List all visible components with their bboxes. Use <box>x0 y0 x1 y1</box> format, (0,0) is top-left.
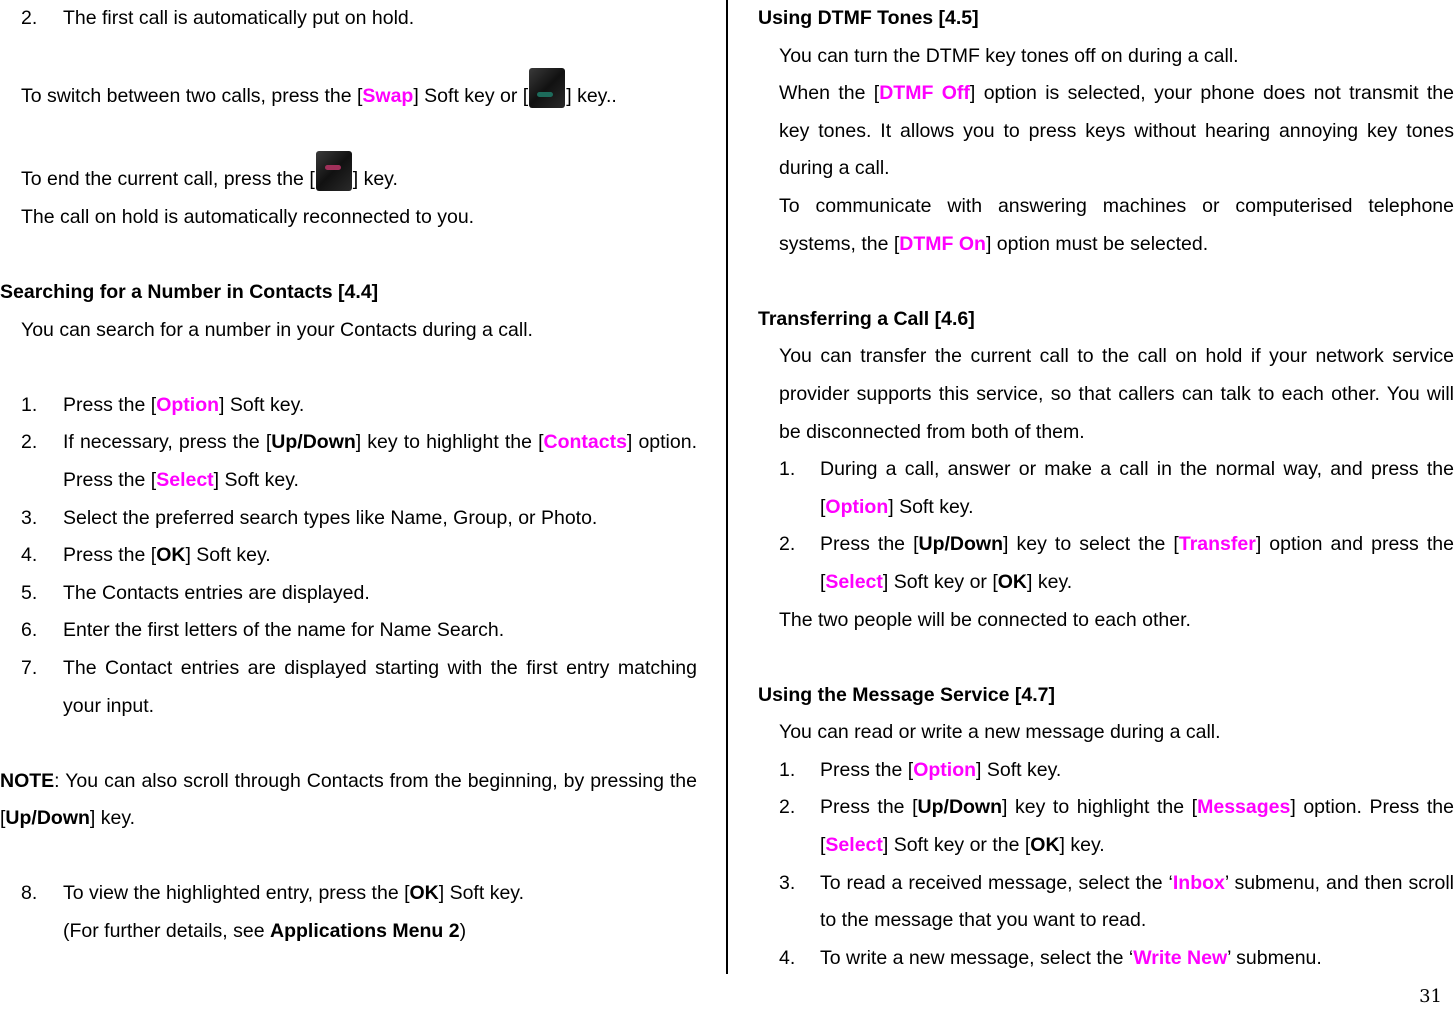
page-number: 31 <box>1419 986 1442 1007</box>
note-label: NOTE <box>0 769 55 792</box>
list-item: 2. Press the [Up/Down] key to select the [Transfer] option and press the [Select] Soft key or [OK] key. <box>779 533 1454 593</box>
option-soft-key-label: Option <box>825 495 889 518</box>
up-down-key-label: Up/Down <box>918 533 1003 556</box>
left-column <box>0 0 697 951</box>
list-item: 4. To write a new message, select the ‘Write New’ submenu. <box>779 946 1322 969</box>
inbox-submenu-label: Inbox <box>1172 871 1225 894</box>
dtmf-off-paragraph: When the [DTMF Off] option is selected, your phone does not transmit the key tones. It allows you to press keys without hearing annoying key tones during a call. <box>779 82 1454 180</box>
dtmf-on-paragraph: To communicate with answering machines or computerised telephone systems, the [DTMF On] option must be selected. <box>779 194 1454 255</box>
select-soft-key-label: Select <box>156 468 214 491</box>
send-key-icon <box>529 68 565 108</box>
option-soft-key-label: Option <box>913 758 977 781</box>
select-soft-key-label: Select <box>825 834 883 857</box>
list-item: 2. Press the [Up/Down] key to highlight the [Messages] option. Press the [Select] Soft key or the [OK] key. <box>779 796 1454 857</box>
applications-menu-reference: Applications Menu 2 <box>270 920 460 943</box>
list-item: 1. Press the [Option] Soft key. <box>21 393 305 416</box>
ok-key-label: OK <box>1030 834 1060 857</box>
end-key-icon <box>316 151 352 191</box>
up-down-key-label: Up/Down <box>917 796 1003 819</box>
list-text: The first call is automatically put on hold. <box>63 7 415 29</box>
reconnect-text: The call on hold is automatically reconnected to you. <box>21 205 475 228</box>
select-soft-key-label: Select <box>825 570 883 593</box>
list-item: 5. The Contacts entries are displayed. <box>21 581 370 604</box>
list-number: 2. <box>21 7 38 29</box>
column-divider <box>726 0 728 974</box>
dtmf-on-option-label: DTMF On <box>899 232 986 255</box>
search-heading: Searching for a Number in Contacts [4.4] <box>0 280 379 303</box>
swap-instruction: To switch between two calls, press the [Swap] Soft key or [ ] key.. <box>0 68 697 116</box>
dtmf-heading: Using DTMF Tones [4.5] <box>758 7 979 29</box>
ok-key-label: OK <box>997 570 1028 593</box>
list-item: 1. Press the [Option] Soft key. <box>779 758 1062 781</box>
search-intro: You can search for a number in your Contacts during a call. <box>21 318 533 341</box>
list-item: 3. To read a received message, select the ‘Inbox’ submenu, and then scroll to the message that you want to read. <box>779 871 1454 932</box>
note-paragraph: NOTE: You can also scroll through Contacts from the beginning, by pressing the [Up/Down] key. <box>0 769 697 830</box>
message-heading: Using the Message Service [4.7] <box>758 683 1055 706</box>
transfer-intro: You can transfer the current call to the call on hold if your network service provider supports this service, so that callers can talk to each other. You will be disconnected from both of them. <box>779 345 1454 443</box>
right-column <box>758 0 1454 977</box>
list-item: 4. Press the [OK] Soft key. <box>21 544 271 567</box>
dtmf-text: You can turn the DTMF key tones off on during a call. <box>779 44 1239 67</box>
transfer-option-label: Transfer <box>1178 533 1256 556</box>
list-item: 2. If necessary, press the [Up/Down] key to highlight the [Contacts] option. Press the [Select] Soft key. <box>21 431 697 491</box>
message-intro: You can read or write a new message during a call. <box>779 721 1221 744</box>
list-item: 1. During a call, answer or make a call in the normal way, and press the [Option] Soft key. <box>779 458 1454 518</box>
up-down-key-label: Up/Down <box>271 431 356 454</box>
transfer-heading: Transferring a Call [4.6] <box>758 307 975 330</box>
write-new-submenu-label: Write New <box>1133 946 1228 969</box>
ok-key-label: OK <box>156 544 186 567</box>
ok-key-label: OK <box>409 882 439 905</box>
end-call-instruction: To end the current call, press the [ ] key. <box>0 151 697 199</box>
transfer-outro: The two people will be connected to each other. <box>779 608 1191 631</box>
list-item <box>0 0 697 38</box>
list-item: 8. To view the highlighted entry, press the [OK] Soft key. (For further details, see Applications Menu 2) <box>21 882 525 943</box>
list-item: 7. The Contact entries are displayed starting with the first entry matching your input. <box>21 656 697 717</box>
messages-option-label: Messages <box>1197 796 1291 819</box>
option-soft-key-label: Option <box>156 393 220 416</box>
contacts-option-label: Contacts <box>543 431 627 454</box>
list-item: 6. Enter the first letters of the name for Name Search. <box>21 619 505 642</box>
swap-soft-key-label: Swap <box>362 84 414 107</box>
up-down-key-label: Up/Down <box>5 807 90 830</box>
list-item: 3. Select the preferred search types like Name, Group, or Photo. <box>21 506 598 529</box>
dtmf-off-option-label: DTMF Off <box>879 82 970 105</box>
